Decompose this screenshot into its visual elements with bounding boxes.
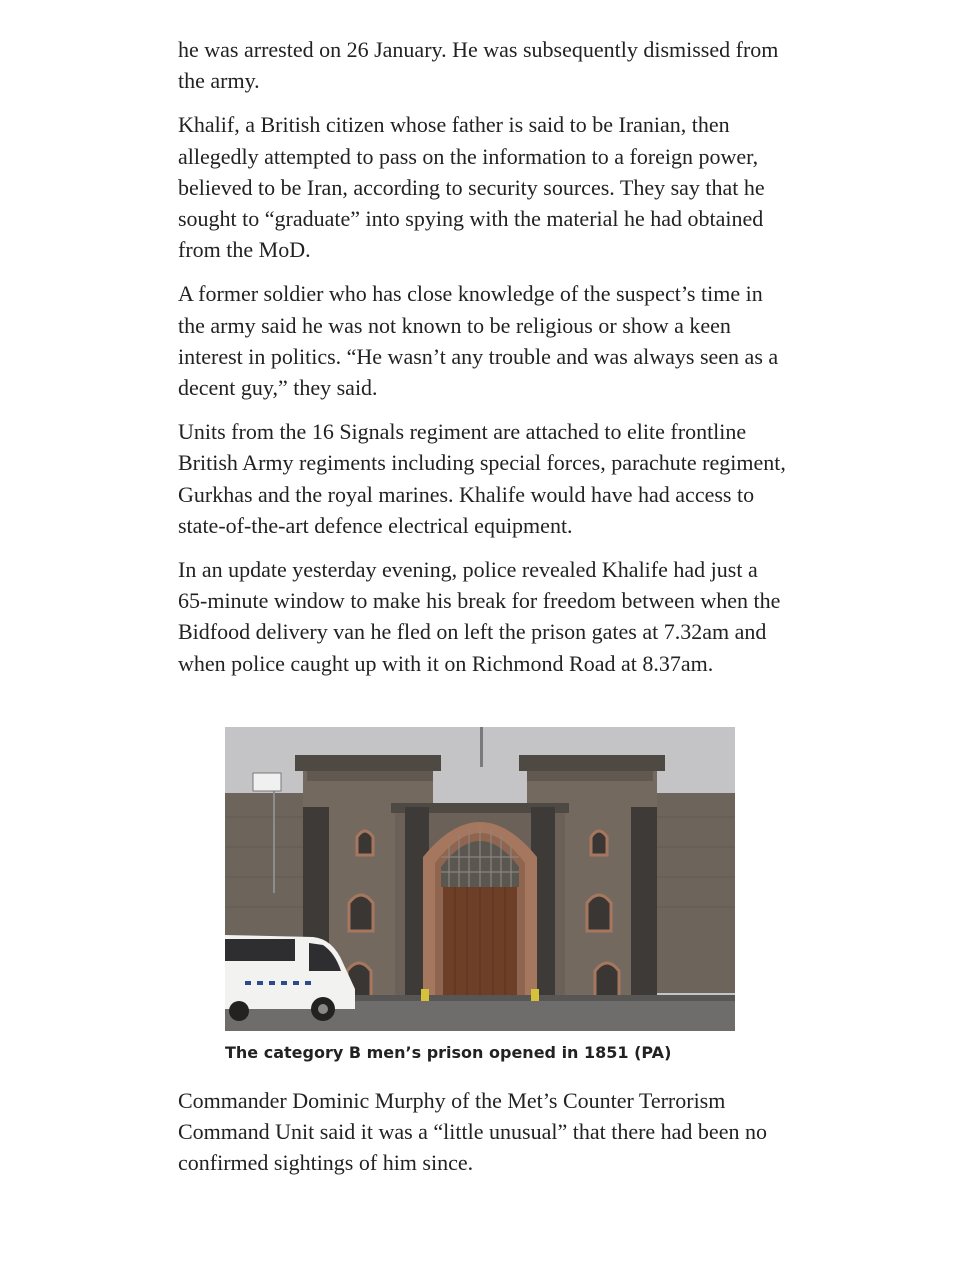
article-paragraph: Commander Dominic Murphy of the Met’s Counter Terrorism Command Unit said it was a “little unusual” that there had been no confirmed sightings of him since. [178, 1087, 767, 1176]
article-paragraph: he was arrested on 26 January. He was subsequently dismissed from the army. [178, 37, 779, 94]
article-figure [178, 727, 788, 1063]
article-paragraph: Units from the 16 Signals regiment are attached to elite frontline British Army regiments including special forces, parachute regiment, Gurkhas and the royal marines. Khalife would have had access to state-of-the-art defence electrical equipment. [178, 419, 786, 538]
article-paragraph: In an update yesterday evening, police revealed Khalife had just a 65-minute window to make his break for freedom between when the Bidfood delivery van he fled on left the prison gates at 7.32am and when police caught up with it on Richmond Road at 8.37am. [178, 557, 781, 676]
prison-gate-photo[interactable] [225, 727, 735, 1031]
article-paragraph: Khalif, a British citizen whose father is said to be Iranian, then allegedly attempted to pass on the information to a foreign power, believed to be Iran, according to security sources. They say that he sought to “graduate” into spying with the material he had obtained from the MoD. [178, 112, 765, 263]
figure-caption: The category B men’s prison opened in 1851 (PA) [225, 1042, 672, 1062]
article-paragraph: A former soldier who has close knowledge of the suspect’s time in the army said he was not known to be religious or show a keen interest in politics. “He wasn’t any trouble and was always seen as a decent guy,” they said. [178, 281, 779, 401]
article-body [178, 34, 788, 1191]
prison-gate-illustration [225, 727, 735, 1031]
